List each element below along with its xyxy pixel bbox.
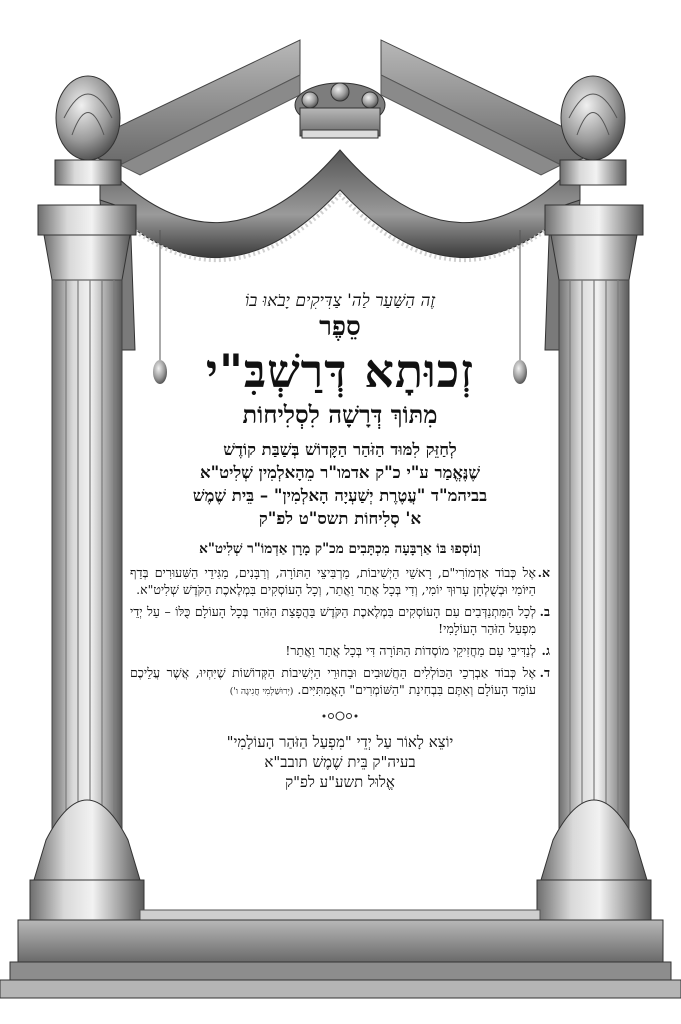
description-line: א' סְלִיחוֹת תשס"ט לפ"ק <box>258 509 422 528</box>
item-text <box>130 664 536 701</box>
source-citation: (יְרוּשַׁלְמִי חֲגִיגָה ו') <box>229 687 294 697</box>
base-platform <box>0 910 681 998</box>
crown-ornament <box>295 83 385 138</box>
item-mark: ג. <box>541 643 550 658</box>
item-text: אֶל כְּבוֹד אַדְמוֹרִי"ם, רָאשֵׁי הַיְשִׁיבוֹת, מַרְבִּיצֵי הַתּוֹרָה, וְרַבָּנִים, מַגִּידֵי הַשִּׁעוּרִים בְּדַף הַיּוֹמִי וּבְשֻׁלְחָן עָרוּךְ יוֹמִי, וְדִי בְּכָל אֲתַר וַאֲתַר, וְכָל הָעוֹסְקִים בִּמְלֶאכֶת הַקֹּדֶשׁ שְׁלִיט"א. <box>130 565 536 597</box>
list-item <box>130 603 550 637</box>
sefer-label: סֵפֶר <box>319 312 361 342</box>
right-finial <box>560 76 626 185</box>
item-text: לְכָל הַמִּתְנַדְּבִים עִם הָעוֹסְקִים בִּמְלֶאכֶת הַקֹּדֶשׁ בַּהֲפָצַת הַזֹּהַר בְּכָל הָעוֹלָם כֻּלּוֹ – עַל יְדֵי מִפְעַל הַזֹּהַר הָעוֹלָמִי! <box>130 604 536 636</box>
added-letters-heading: וְנוֹסְפוּ בּוֹ אַרְבָּעָה מִכְתָּבִים מכ"ק מָרָן אַדְמוֹ"ר שְׁלִיט"א <box>199 541 481 557</box>
opening-verse: זֶה הַשַּׁעַר לַה' צַדִּיקִים יָבֹאוּ בוֹ <box>244 291 436 311</box>
item-mark: ד. <box>539 665 550 680</box>
description-line: לְחַזֵּק לִמּוּד הַזֹּהַר הַקָּדוֹשׁ בְּשַׁבַּת קוֹדֶשׁ <box>223 440 457 459</box>
left-finial <box>55 76 121 185</box>
item-text: לְנַדִּיבֵי עַם מַחֲזִיקֵי מוֹסְדוֹת הַתּוֹרָה דִּי בְּכָל אֲתַר וַאֲתַר! <box>285 643 536 658</box>
item-mark: א. <box>537 565 550 580</box>
item-mark: ב. <box>539 604 550 619</box>
list-item <box>130 642 550 659</box>
title-page-content <box>130 290 550 910</box>
list-item <box>130 564 550 598</box>
publisher-line: בעיה"ק בֵּית שֶׁמֶשׁ תובב"א <box>264 753 416 771</box>
item-text-body: אֶל כְּבוֹד אַבְרְכֵי הַכּוֹלְלִים הַחֲשׁוּבִים וּבַחוּרֵי הַיְשִׁיבוֹת הַקְּדוֹשׁוֹת שֶׁיִּחְיוּ, אֲשֶׁר עֲלֵיכֶם עוֹמֵד הָעוֹלָם וְאַתֶּם בִּבְחִינַת "הַשּׁוֹמְרִים" הָאֲמִתִּיִּים. <box>130 665 536 697</box>
description-line: בביהמ"ד "עֲטֶרֶת יְשַׁעְיָה הָאלְמִין" – בֵּית שֶׁמֶשׁ <box>192 486 488 505</box>
list-item <box>130 664 550 701</box>
ornament-divider-icon <box>320 710 360 722</box>
letters-list <box>130 564 550 701</box>
book-subtitle: מִתּוֹךְ דְּרָשָׁה לִסְלִיחוֹת <box>242 400 438 429</box>
book-title: זְכוּתָא דְּרַשְׁבִּ"י <box>205 344 475 398</box>
publisher-line: יוֹצֵא לָאוֹר עַל יְדֵי "מִפְעַל הַזֹּהַר הָעוֹלָמִי" <box>226 733 454 751</box>
description-line: שֶׁנֶּאֱמַר ע"י כ"ק אדמו"ר מֵהָאלְמִין שְׁלִיט"א <box>199 463 481 482</box>
publisher-line: אֱלוּל תשע"ע לפ"ק <box>285 773 395 791</box>
